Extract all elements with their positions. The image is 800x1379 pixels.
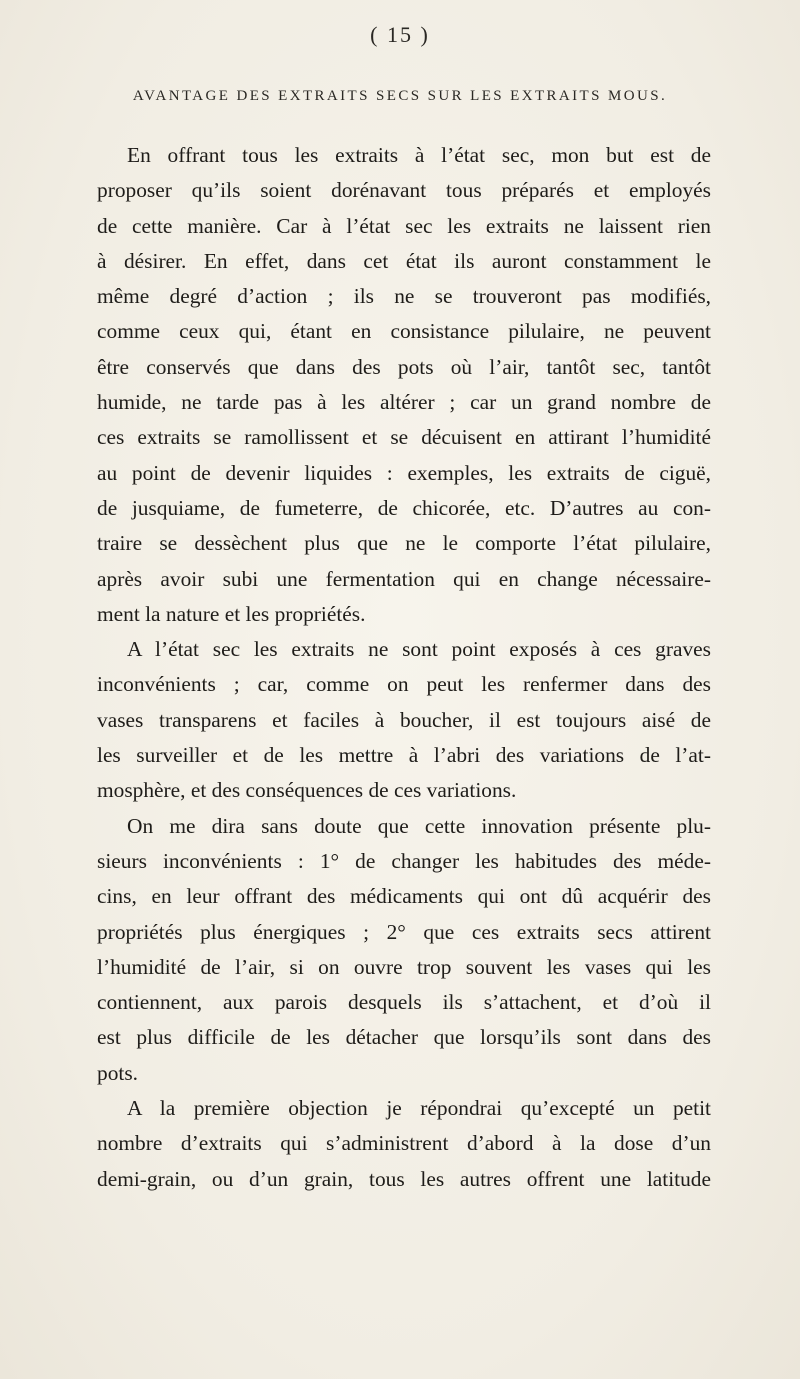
text-line: à désirer. En effet, dans cet état ils auront constamment le [97, 248, 711, 273]
text-line: au point de devenir liquides : exemples, les extraits de ciguë, [97, 460, 711, 485]
text-line: nombre d’extraits qui s’administrent d’abord à la dose d’un [97, 1131, 711, 1156]
text-line: vases transparens et faciles à boucher, il est toujours aisé de [97, 707, 711, 732]
text-line: traire se dessèchent plus que ne le comporte l’état pilulaire, [97, 531, 711, 556]
text-line: ces extraits se ramollissent et se décuisent en attirant l’humidité [97, 425, 711, 450]
text-line: propriétés plus énergiques ; 2° que ces extraits secs attirent [97, 919, 711, 944]
running-head: AVANTAGE DES EXTRAITS SECS SUR LES EXTRAITS MOUS. [132, 88, 668, 104]
text-line: les surveiller et de les mettre à l’abri des variations de l’at- [97, 743, 711, 768]
text-line: demi-grain, ou d’un grain, tous les autres offrent une latitude [97, 1166, 711, 1191]
text-line: être conservés que dans des pots où l’air, tantôt sec, tantôt [97, 354, 711, 379]
text-line: l’humidité de l’air, si on ouvre trop souvent les vases qui les [97, 954, 711, 979]
text-line: proposer qu’ils soient dorénavant tous préparés et employés [97, 178, 711, 203]
text-line: On me dira sans doute que cette innovation présente plu- [127, 813, 711, 838]
text-line: comme ceux qui, étant en consistance pilulaire, ne peuvent [97, 319, 711, 344]
text-line: A l’état sec les extraits ne sont point exposés à ces graves [127, 637, 711, 662]
text-line: En offrant tous les extraits à l’état sec, mon but est de [127, 143, 711, 167]
body-text [97, 138, 711, 1197]
text-line: A la première objection je répondrai qu’excepté un petit [127, 1096, 711, 1121]
text-line: contiennent, aux parois desquels ils s’attachent, et d’où il [97, 990, 711, 1015]
page-number: ( 15 ) [370, 22, 430, 47]
text-line: mosphère, et des conséquences de ces variations. [97, 778, 517, 803]
text-line: après avoir subi une fermentation qui en change nécessaire- [97, 566, 711, 591]
text-line: de jusquiame, de fumeterre, de chicorée, etc. D’autres au con- [97, 495, 711, 520]
text-line: pots. [97, 1060, 139, 1085]
text-line: de cette manière. Car à l’état sec les extraits ne laissent rien [97, 213, 711, 238]
text-line: même degré d’action ; ils ne se trouveront pas modifiés, [97, 284, 711, 309]
text-line: humide, ne tarde pas à les altérer ; car un grand nombre de [97, 390, 711, 415]
text-line: inconvénients ; car, comme on peut les renfermer dans des [97, 672, 711, 697]
text-line: est plus difficile de les détacher que lorsqu’ils sont dans des [97, 1025, 711, 1050]
text-line: ment la nature et les propriétés. [97, 601, 366, 626]
text-line: sieurs inconvénients : 1° de changer les habitudes des méde- [97, 848, 711, 873]
text-line: cins, en leur offrant des médicaments qui ont dû acquérir des [97, 884, 711, 909]
